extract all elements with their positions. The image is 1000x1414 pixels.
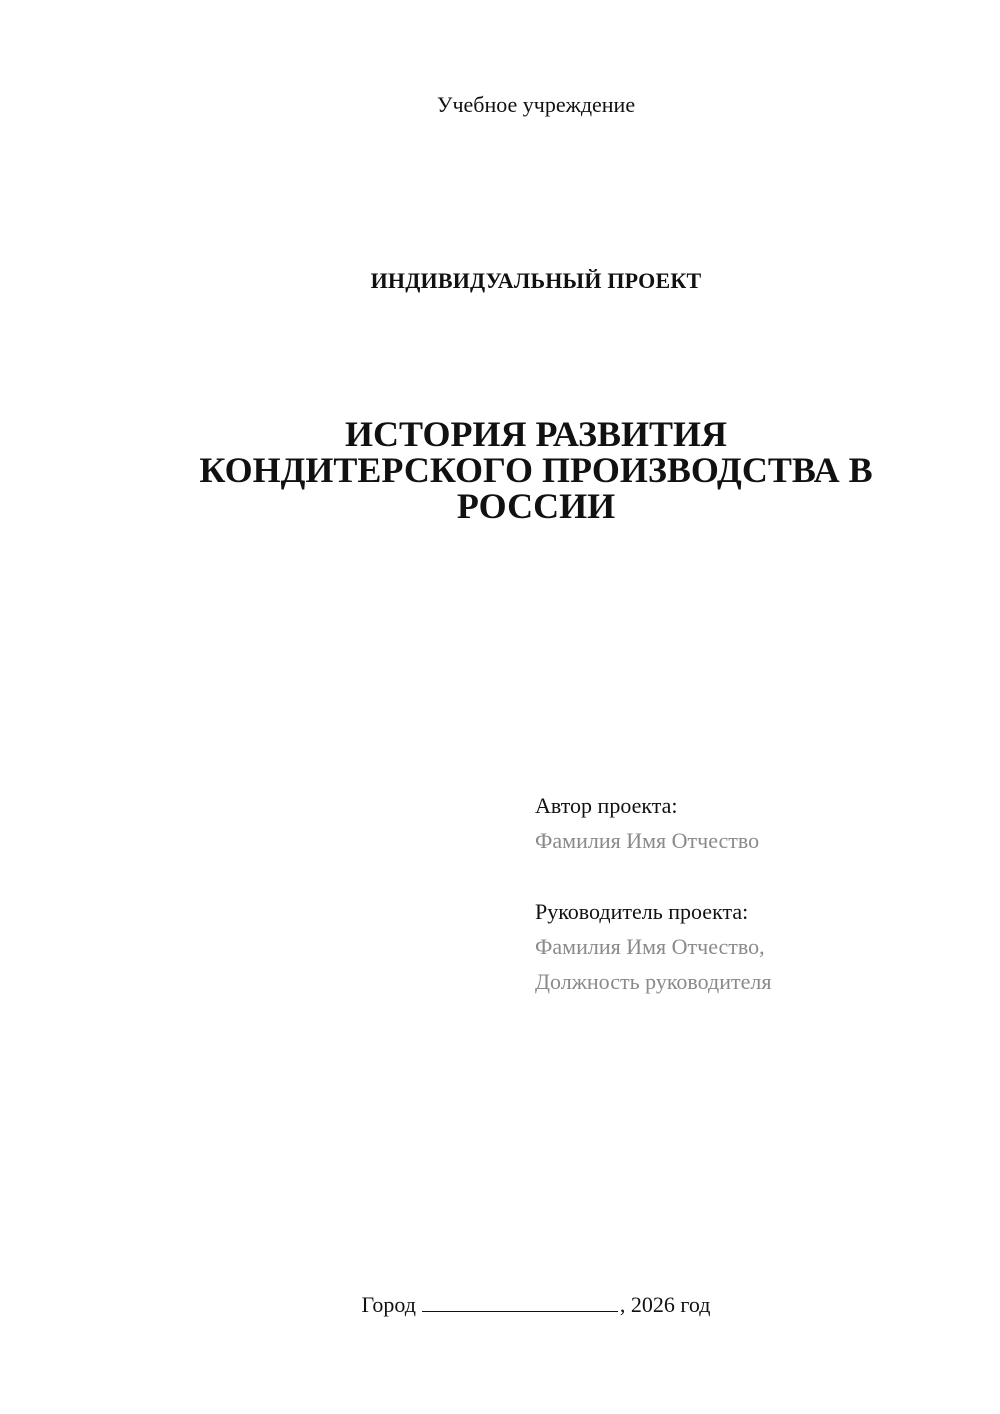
author-label: Автор проекта:	[535, 793, 678, 818]
project-title-line-3: РОССИИ	[456, 486, 616, 526]
info-spacer	[535, 858, 975, 894]
supervisor-label: Руководитель проекта:	[535, 899, 749, 924]
project-title-line-2: КОНДИТЕРСКОГО ПРОИЗВОДСТВА В	[199, 450, 873, 490]
project-info	[535, 788, 975, 999]
document-type: ИНДИВИДУАЛЬНЫЙ ПРОЕКТ	[370, 268, 702, 293]
city-blank-underline	[422, 1289, 618, 1312]
supervisor-name: Фамилия Имя Отчество,	[535, 934, 765, 959]
project-title-line-1: ИСТОРИЯ РАЗВИТИЯ	[344, 414, 728, 454]
city-year-line	[0, 1289, 1000, 1320]
supervisor-position: Должность руководителя	[535, 969, 772, 994]
project-title	[120, 416, 952, 524]
author-name: Фамилия Имя Отчество	[535, 828, 760, 853]
city-label: Город	[361, 1292, 416, 1317]
institution-name: Учебное учреждение	[436, 92, 636, 117]
year-text: , 2026 год	[619, 1292, 711, 1317]
